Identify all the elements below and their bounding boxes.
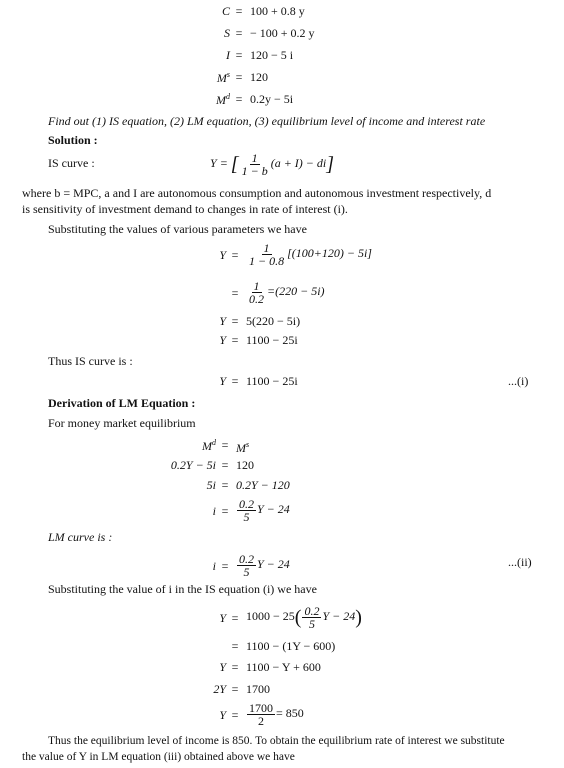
money-market-text: For money market equilibrium [48, 416, 196, 430]
eq-c-rhs: 100 + 0.8 y [250, 4, 305, 18]
is-final-lhs: Y [219, 374, 226, 388]
lm-step-2-lhs: 0.2Y − 5i [170, 458, 216, 472]
eq-c-lhs: C [221, 4, 230, 18]
conclusion-text-1: Thus the equilibrium level of income is 850. To obtain the equilibrium rate of interest we substitute [48, 735, 505, 747]
solve-step-1-lhs: Y [219, 611, 226, 625]
step-4-rhs: 1100 − 25i [246, 333, 298, 347]
eq-md-rhs: 0.2y − 5i [250, 92, 294, 106]
lm-step-1-lhs: $M^d$ [202, 438, 216, 453]
step-lhs: Y [219, 314, 226, 328]
solve-step-5-rhs: $\frac{1700}{2}$ = 850 [249, 700, 304, 728]
step-1-rhs: $\frac{1}{1 - 0.8}$ [(100+120) − 5i] [249, 240, 372, 268]
equals-sign: = [231, 639, 239, 653]
equals-sign: = [231, 708, 239, 722]
substituting-text: Substituting the values of various parameters we have [48, 222, 307, 236]
lm-step-4-lhs: i [212, 504, 216, 518]
lm-step-4-rhs: $\frac{0.2}{5}$ Y − 24 [239, 496, 290, 524]
eq-s-rhs: − 100 + 0.2 y [250, 26, 315, 40]
is-curve-formula: Y = [ $\frac{1}{1 - b}$ (a + I) − di] [210, 150, 335, 178]
equals-sign: = [231, 660, 239, 674]
equals-sign: = [231, 611, 239, 625]
equation-tag-ii: ...(ii) [508, 555, 532, 569]
equals-sign: = [221, 438, 229, 452]
solve-step-3-rhs: 1100 − Y + 600 [246, 660, 321, 674]
solve-step-4-lhs: 2Y [213, 682, 226, 696]
equals-sign: = [221, 458, 229, 472]
conclusion-text-2: the value of Y in LM equation (iii) obtained above we have [22, 751, 295, 763]
step-2-rhs: $\frac{1}{0.2}$ =(220 − 5i) [249, 278, 325, 306]
solution-heading: Solution : [48, 133, 98, 147]
solve-step-5-lhs: Y [219, 708, 226, 722]
is-curve-label: IS curve : [48, 156, 95, 170]
equals-sign: = [231, 682, 239, 696]
equals-sign: = [221, 478, 229, 492]
eq-i-rhs: 120 − 5 i [250, 48, 294, 62]
solve-step-1-rhs: 1000 − 25( $\frac{0.2}{5}$ Y − 24) [246, 603, 362, 631]
equals-sign: = [221, 559, 229, 573]
step-lhs: Y [219, 333, 226, 347]
thus-is-text: Thus IS curve is : [48, 354, 133, 368]
eq-ms-lhs: $M^s$ [216, 70, 230, 85]
lm-heading: Derivation of LM Equation : [48, 396, 196, 410]
subst-i-text: Substituting the value of i in the IS equation (i) we have [48, 582, 317, 596]
lm-step-1-rhs: $M^s$ [236, 440, 250, 455]
equals-sign: = [221, 504, 229, 518]
where-text-2: is sensitivity of investment demand to changes in rate of interest (i). [22, 202, 348, 216]
equals-sign: = [235, 70, 243, 84]
eq-i-lhs: I [226, 48, 230, 62]
where-text-1: where b = MPC, a and I are autonomous consumption and autonomous investment respectively, d [22, 186, 492, 200]
lm-final-rhs: $\frac{0.2}{5}$ Y − 24 [239, 551, 290, 579]
is-final-rhs: 1100 − 25i [246, 374, 298, 388]
equals-sign: = [231, 333, 239, 347]
equals-sign: = [231, 248, 239, 262]
equals-sign: = [231, 314, 239, 328]
solve-step-3-lhs: Y [219, 660, 226, 674]
lm-final-lhs: i [212, 559, 216, 573]
solve-step-2-rhs: 1100 − (1Y − 600) [246, 639, 336, 653]
question-text: Find out (1) IS equation, (2) LM equation, (3) equilibrium level of income and interest rate [48, 114, 486, 128]
lm-step-3-lhs: 5i [206, 478, 216, 492]
equals-sign: = [235, 26, 243, 40]
lm-curve-label: LM curve is : [48, 530, 113, 544]
solve-step-4-rhs: 1700 [246, 682, 270, 696]
lm-step-2-rhs: 120 [236, 458, 254, 472]
step-3-rhs: 5(220 − 5i) [246, 314, 301, 328]
eq-md-lhs: $M^d$ [216, 92, 230, 107]
equals-sign: = [235, 92, 243, 106]
equals-sign: = [231, 286, 239, 300]
equals-sign: = [235, 4, 243, 18]
step-lhs: Y [219, 248, 226, 262]
eq-s-lhs: S [224, 26, 230, 40]
equals-sign: = [235, 48, 243, 62]
equation-tag-i: ...(i) [508, 374, 529, 388]
equals-sign: = [231, 374, 239, 388]
lm-step-3-rhs: 0.2Y − 120 [236, 478, 290, 492]
eq-ms-rhs: 120 [250, 70, 268, 84]
